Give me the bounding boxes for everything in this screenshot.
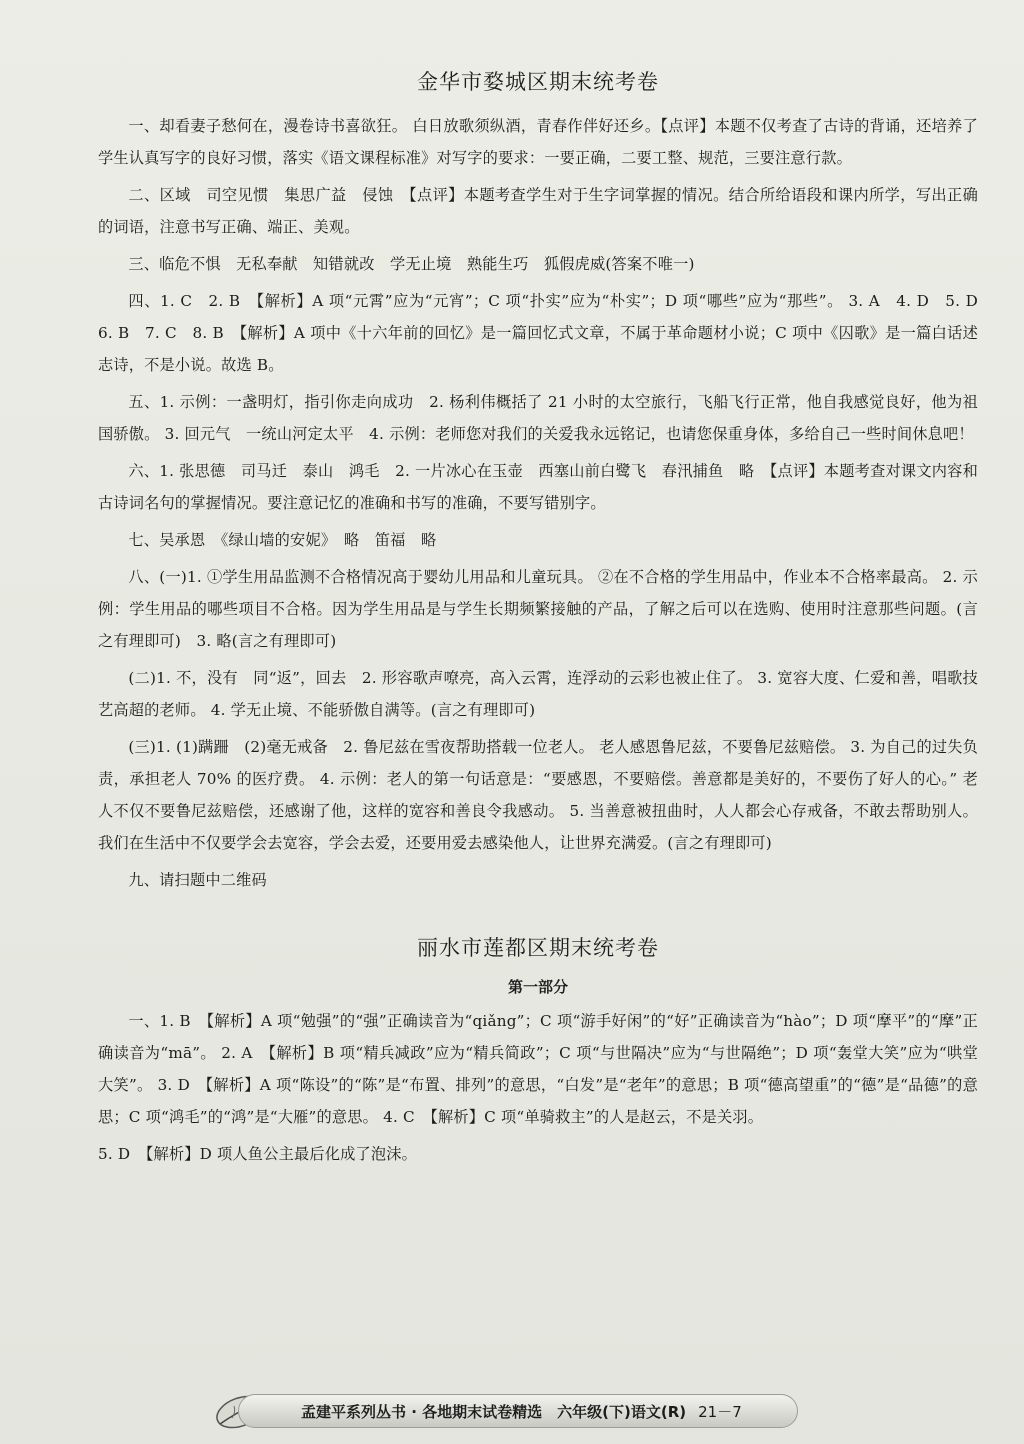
section2-subtitle: 第一部分 (507, 978, 568, 996)
paragraph: 一、却看妻子愁何在，漫卷诗书喜欲狂。 白日放歌须纵酒，青春作伴好还乡。【点评】本题不仅考查了古诗的背诵，还培养了学生认真写字的良好习惯，落实《语文课程标准》对写字的要求：一要正确，二要工整、规范，三要注意行款。 (98, 117, 978, 167)
paragraph: (二)1. 不，没有 同“返”，回去 2. 形容歌声嘹亮，高入云霄，连浮动的云彩也被止住了。 3. 宽容大度、仁爱和善，唱歌技艺高超的老师。 4. 学无止境、不能骄傲自满等。(言之有理即可) (98, 669, 978, 719)
paragraph: 二、区域 司空见惯 集思广益 侵蚀 【点评】本题考查学生对于生字词掌握的情况。结合所给语段和课内所学，写出正确的词语，注意书写正确、端正、美观。 (98, 186, 978, 236)
paragraph: 三、临危不惧 无私奉献 知错就改 学无止境 熟能生巧 狐假虎威(答案不唯一) (128, 255, 695, 273)
paragraph: 八、(一)1. ①学生用品监测不合格情况高于婴幼儿用品和儿童玩具。 ②在不合格的学生用品中，作业本不合格率最高。 2. 示例：学生用品的哪些项目不合格。因为学生用品是与学生长期频繁接触的产品，了解之后可以在选购、使用时注意那些问题。(言之有理即可) 3. 略(言之有理即可) (98, 568, 978, 650)
paragraph: 九、请扫题中二维码 (128, 871, 267, 889)
paragraph: 四、1. C 2. B 【解析】A 项“元霄”应为“元宵”；C 项“扑实”应为“朴实”；D 项“哪些”应为“那些”。 3. A 4. D 5. D 6. B 7. C 8. B 【解析】A 项中《十六年前的回忆》是一篇回忆式文章，不属于革命题材小说；C 项中《囚歌》是一篇白话述志诗，不是小说。故选 B。 (98, 292, 994, 374)
section1-title: 金华市婺城区期末统考卷 (417, 70, 659, 94)
paragraph: 七、吴承恩 《绿山墙的安妮》 略 笛福 略 (128, 531, 437, 549)
section2-title: 丽水市莲都区期末统考卷 (417, 936, 659, 960)
paragraph: (三)1. (1)蹒跚 (2)毫无戒备 2. 鲁尼兹在雪夜帮助搭载一位老人。 老人感恩鲁尼兹，不要鲁尼兹赔偿。 3. 为自己的过失负责，承担老人 70% 的医疗费。 4. 示例：老人的第一句话意是：“要感恩，不要赔偿。善意都是美好的，不要伤了好人的心。” 老人不仅不要鲁尼兹赔偿，还感谢了他，这样的宽容和善良令我感动。 5. 当善意被扭曲时，人人都会心存戒备，不敢去帮助别人。我们在生活中不仅要学会去宽容，学会去爱，还要用爱去感染他人，让世界充满爱。(言之有理即可) (98, 738, 978, 852)
paragraph: 5. D 【解析】D 项人鱼公主最后化成了泡沫。 (98, 1145, 418, 1163)
paragraph: 一、1. B 【解析】A 项“勉强”的“强”正确读音为“qiǎng”；C 项“游手好闲”的“好”正确读音为“hào”；D 项“摩平”的“摩”正确读音为“mā”。 2. A 【解析】B 项“精兵减政”应为“精兵简政”；C 项“与世隔决”应为“与世隔绝”；D 项“轰堂大笑”应为“哄堂大笑”。 3. D 【解析】A 项“陈设”的“陈”是“布置、排列”的意思，“白发”是“老年”的意思；B 项“德高望重”的“德”是“品德”的意思；C 项“鸿毛”的“鸿”是“大雁”的意思。 4. C 【解析】C 项“单骑救主”的人是赵云，不是关羽。 (98, 1012, 978, 1126)
footer-series: 孟建平系列丛书 · 各地期末试卷精选 六年级(下)语文(R) (301, 1402, 687, 1421)
content (98, 66, 994, 1175)
paragraph: 六、1. 张思德 司马迁 泰山 鸿毛 2. 一片冰心在玉壶 西塞山前白鹭飞 春汛捕鱼 略 【点评】本题考查对课文内容和古诗词名句的掌握情况。要注意记忆的准确和书写的准确，不要写错别字。 (98, 462, 978, 512)
paragraph: 五、1. 示例：一盏明灯，指引你走向成功 2. 杨利伟概括了 21 小时的太空旅行，飞船飞行正常，他自我感觉良好，他为祖国骄傲。 3. 回元气 一统山河定太平 4. 示例：老师您对我们的关爱我永远铭记，也请您保重身体，多给自己一些时间休息吧！ (98, 393, 978, 443)
footer-page-number: 21－7 (698, 1402, 742, 1421)
footer-banner (238, 1394, 798, 1428)
